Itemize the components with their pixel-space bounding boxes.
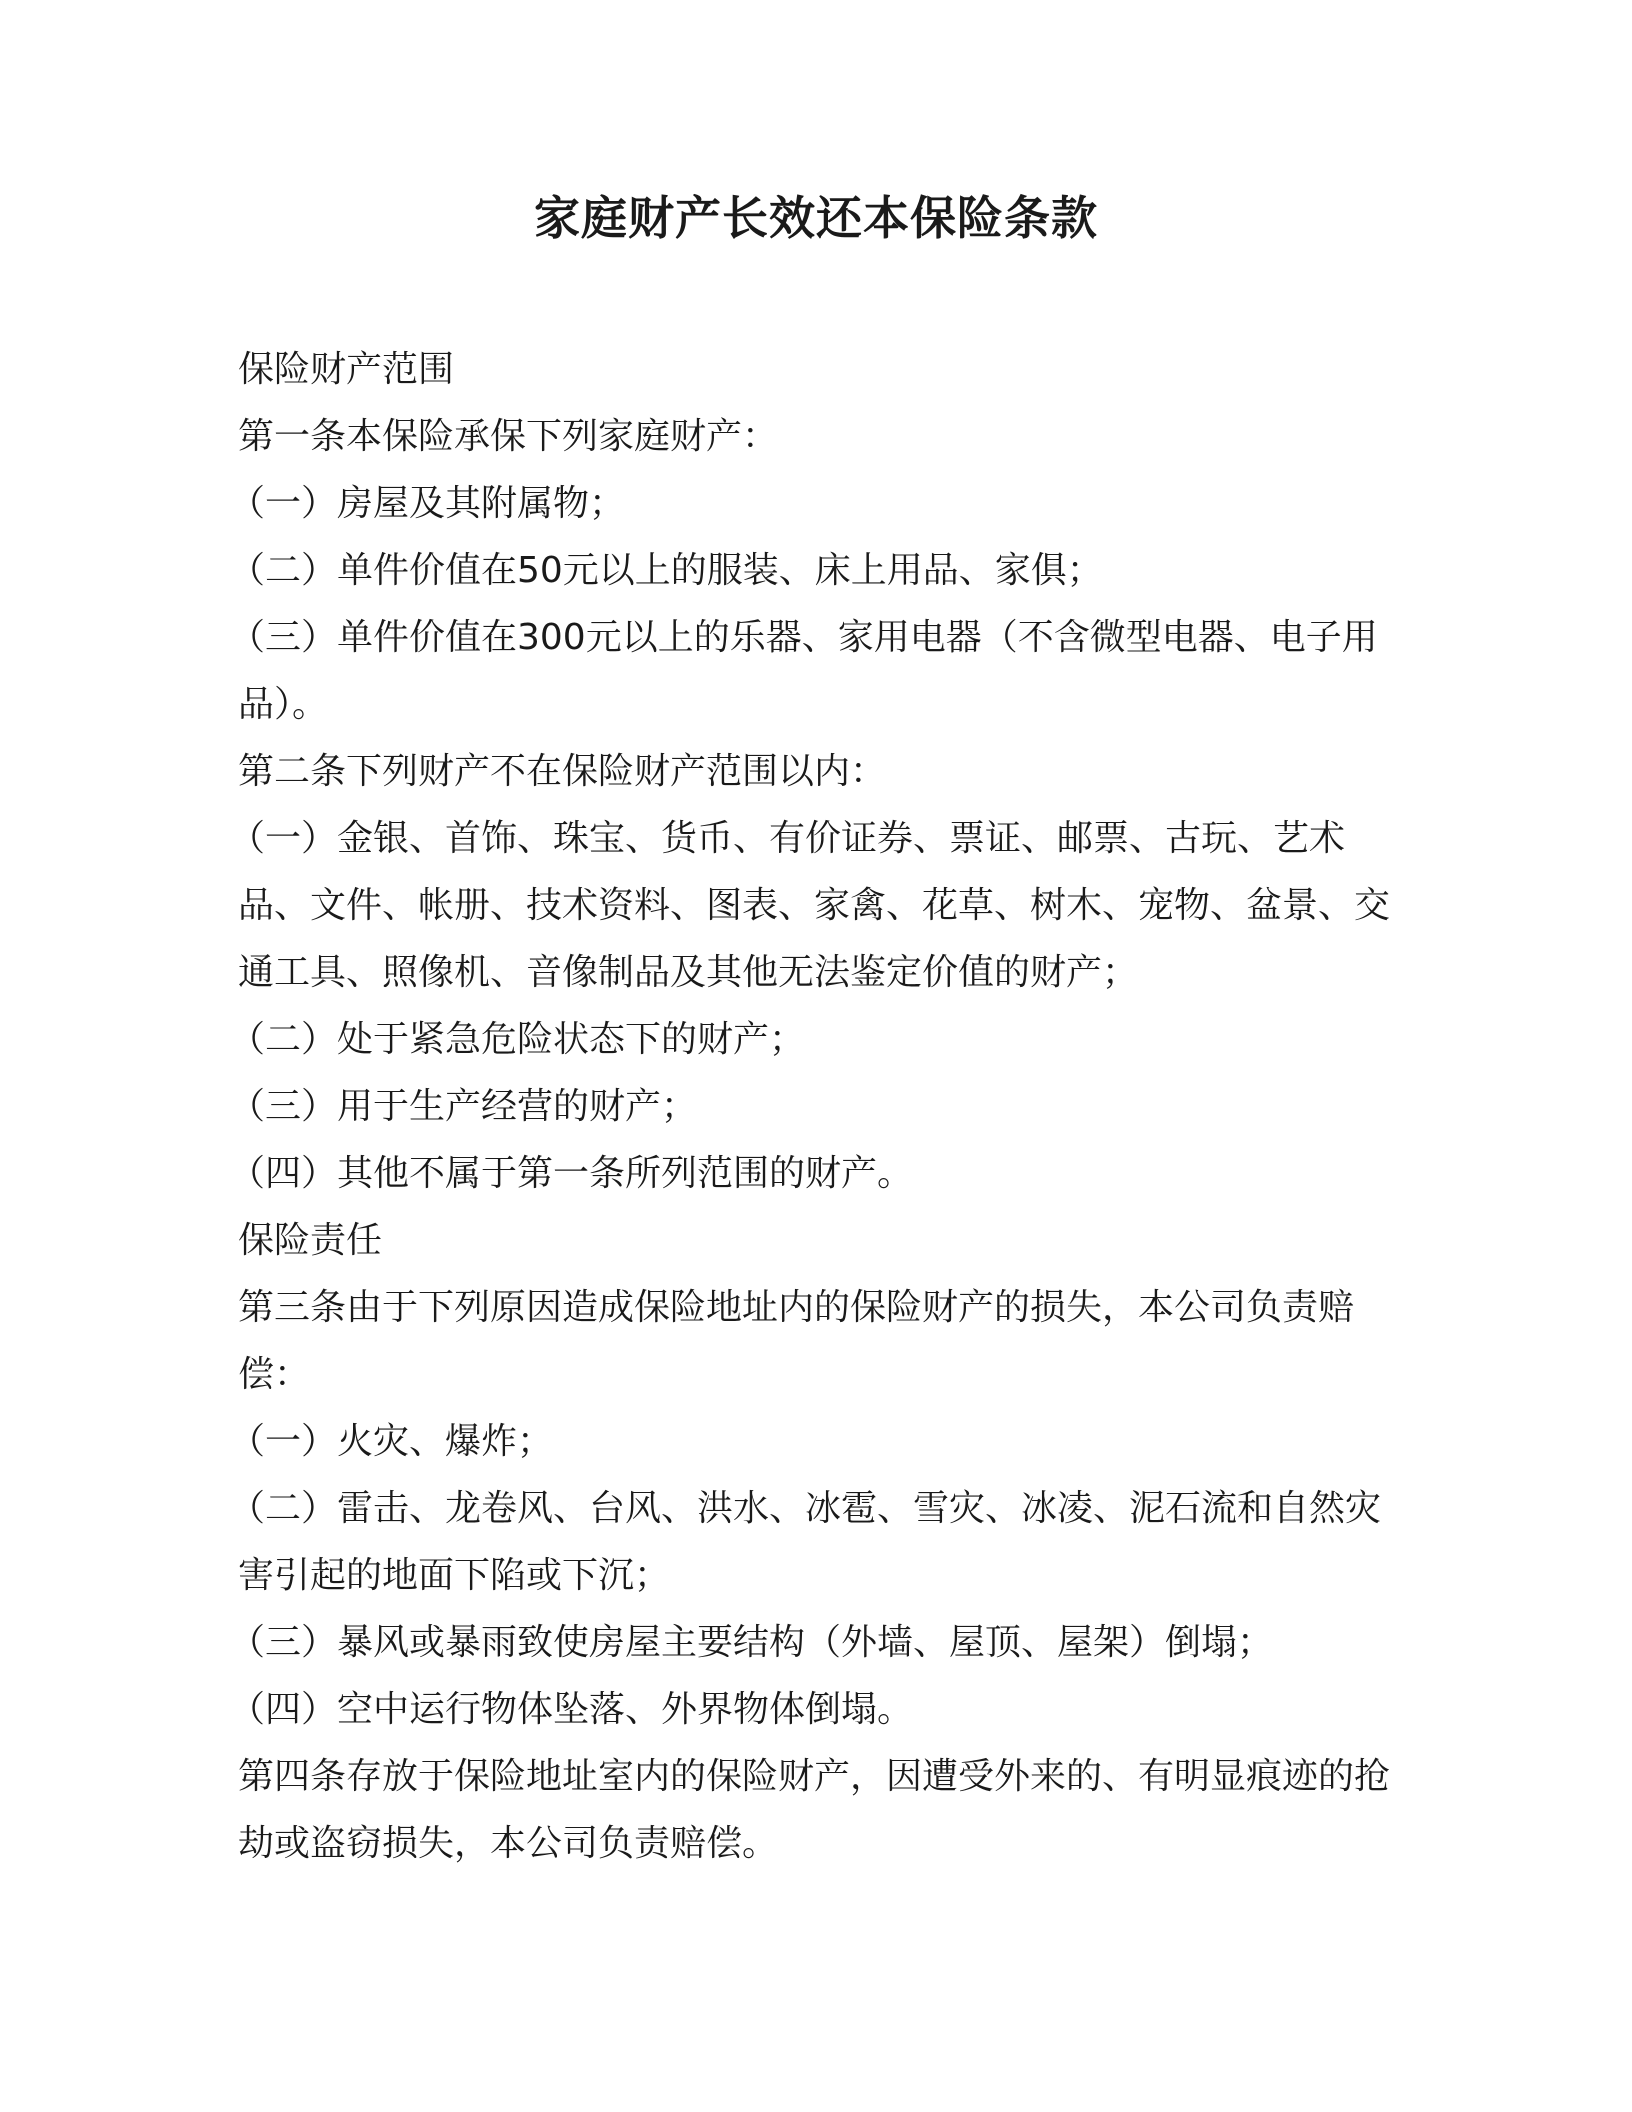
document-title: 家庭财产长效还本保险条款 [534,191,1098,245]
article-1-item-2: （二）单件价值在50元以上的服装、床上用品、家俱； [229,550,1103,591]
section-heading-insured-property: 保险财产范围 [238,349,455,390]
article-1: 第一条本保险承保下列家庭财产： [238,416,779,457]
article-4: 第四条存放于保险地址室内的保险财产，因遭受外来的、有明显痕迹的抢劫或盗窃损失，本公司负责赔偿。 [238,1756,1391,1864]
article-1-item-3: （三）单件价值在300元以上的乐器、家用电器（不含微型电器、电子用品）。 [229,617,1378,725]
article-3-item-1: （一）火灾、爆炸； [229,1421,554,1462]
article-1-item-1: （一）房屋及其附属物； [229,483,626,524]
document-body [229,336,1393,1877]
article-3: 第三条由于下列原因造成保险地址内的保险财产的损失，本公司负责赔偿： [238,1287,1355,1395]
article-3-item-2: （二）雷击、龙卷风、台风、洪水、冰雹、雪灾、冰凌、泥石流和自然灾害引起的地面下陷或下沉； [229,1488,1382,1596]
article-2-item-1: （一）金银、首饰、珠宝、货币、有价证券、票证、邮票、古玩、艺术品、文件、帐册、技术资料、图表、家禽、花草、树木、宠物、盆景、交通工具、照像机、音像制品及其他无法鉴定价值的财产； [229,818,1391,993]
article-3-item-3: （三）暴风或暴雨致使房屋主要结构（外墙、屋顶、屋架）倒塌； [229,1622,1274,1663]
article-2-item-3: （三）用于生产经营的财产； [229,1086,698,1127]
section-heading-liability: 保险责任 [238,1220,383,1261]
article-2-item-2: （二）处于紧急危险状态下的财产； [229,1019,806,1060]
article-3-item-4: （四）空中运行物体坠落、外界物体倒塌。 [229,1689,914,1730]
article-2: 第二条下列财产不在保险财产范围以内： [238,751,887,792]
article-2-item-4: （四）其他不属于第一条所列范围的财产。 [229,1153,914,1194]
